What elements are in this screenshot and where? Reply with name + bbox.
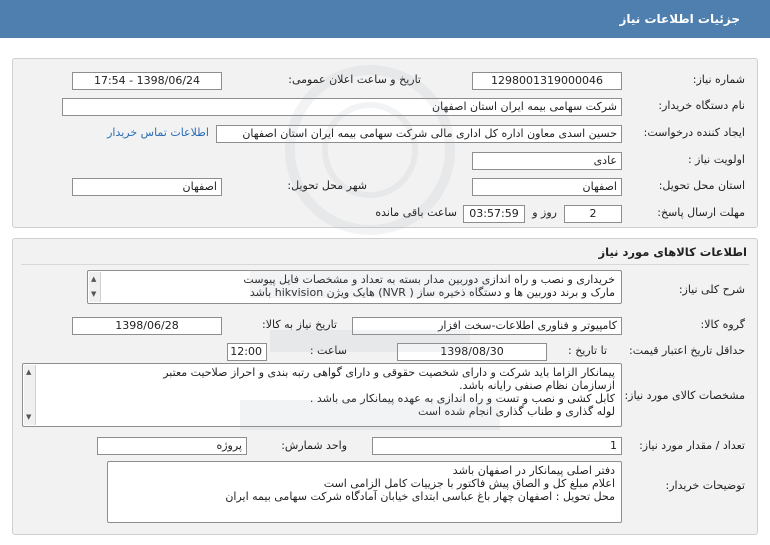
quantity-label: تعداد / مقدار مورد نیاز:	[639, 439, 745, 452]
scroll-up-icon[interactable]: ▲	[26, 368, 32, 376]
goods-section-title: اطلاعات کالاهای مورد نیاز	[598, 245, 747, 259]
summary-label: شرح کلی نیاز:	[678, 283, 745, 296]
days-word-label: روز و	[532, 206, 557, 219]
scroll-down-icon[interactable]: ▼	[91, 290, 97, 298]
deadline-days-field: 2	[564, 205, 622, 223]
need-info-panel	[12, 58, 758, 228]
summary-scrollbar[interactable]	[89, 272, 101, 302]
validity-time-field: 12:00	[227, 343, 267, 361]
announce-datetime-label: تاریخ و ساعت اعلان عمومی:	[288, 73, 421, 86]
goods-group-label: گروه کالا:	[700, 318, 745, 331]
buyer-name-label: نام دستگاه خریدار:	[658, 99, 745, 112]
page-title-bar	[0, 0, 770, 38]
validity-date-field: 1398/08/30	[397, 343, 547, 361]
specs-line: لوله گذاری و طناب گذاری انجام شده است	[417, 405, 615, 418]
delivery-city-field: اصفهان	[72, 178, 222, 196]
notes-line: اعلام مبلغ کل و الصاق پیش فاکتور با جزییات کامل الزامی است	[323, 477, 615, 490]
delivery-city-label: شهر محل تحویل:	[287, 179, 367, 192]
summary-line: خریداری و نصب و راه اندازی دوربین مدار بسته به تعداد و مشخصات فایل پیوست	[243, 273, 615, 286]
price-validity-label: حداقل تاریخ اعتبار قیمت:	[629, 344, 745, 357]
deadline-time-field: 03:57:59	[463, 205, 525, 223]
section-divider	[21, 264, 749, 265]
specs-line: پیمانکار الزاما باید شرکت و دارای شخصیت حقوقی و دارای گواهی رتبه بندی و احراز صلاحیت معتبر	[163, 366, 615, 379]
notes-line: محل تحویل : اصفهان چهار باغ عباسی ابتدای خیابان آمادگاه شرکت سهامی بیمه ایران	[225, 490, 615, 503]
quantity-field: 1	[372, 437, 622, 455]
specs-line: ازسازمان نظام صنفی رایانه باشد.	[459, 379, 615, 392]
goods-info-panel	[12, 238, 758, 535]
summary-textarea[interactable]	[87, 270, 622, 304]
buyer-name-field: شرکت سهامی بیمه ایران استان اصفهان	[62, 98, 622, 116]
scroll-down-icon[interactable]: ▼	[26, 413, 32, 421]
notes-line: دفتر اصلی پیمانکار در اصفهان باشد	[452, 464, 615, 477]
delivery-province-field: اصفهان	[472, 178, 622, 196]
unit-label: واحد شمارش:	[281, 439, 347, 452]
need-number-field: 1298001319000046	[472, 72, 622, 90]
remaining-time-label: ساعت باقی مانده	[375, 206, 457, 219]
buyer-notes-textarea[interactable]	[107, 461, 622, 523]
buyer-contact-link[interactable]: اطلاعات تماس خریدار	[107, 126, 209, 139]
specs-line: کابل کشی و نصب و تست و راه اندازی به عهده پیمانکار می باشد .	[309, 392, 615, 405]
announce-datetime-field: 1398/06/24 - 17:54	[72, 72, 222, 90]
response-deadline-label: مهلت ارسال پاسخ:	[657, 206, 745, 219]
scroll-up-icon[interactable]: ▲	[91, 275, 97, 283]
delivery-province-label: استان محل تحویل:	[658, 179, 745, 192]
specs-scrollbar[interactable]	[24, 365, 36, 425]
need-number-label: شماره نیاز:	[692, 73, 745, 86]
request-creator-field: حسین اسدی معاون اداره کل اداری مالی شرکت سهامی بیمه ایران استان اصفهان	[216, 125, 622, 143]
need-date-label: تاریخ نیاز به کالا:	[262, 318, 337, 331]
unit-field: پروژه	[97, 437, 247, 455]
buyer-notes-label: توضیحات خریدار:	[665, 479, 745, 492]
request-creator-label: ایجاد کننده درخواست:	[643, 126, 745, 139]
specs-label: مشخصات کالای مورد نیاز:	[624, 389, 745, 402]
priority-field: عادی	[472, 152, 622, 170]
specs-textarea[interactable]	[22, 363, 622, 427]
need-date-field: 1398/06/28	[72, 317, 222, 335]
goods-group-field: کامپیوتر و فناوری اطلاعات-سخت افزار	[352, 317, 622, 335]
priority-label: اولویت نیاز :	[687, 153, 745, 166]
validity-to-date-label: تا تاریخ :	[568, 344, 607, 357]
page-title: جزئیات اطلاعات نیاز	[619, 12, 740, 26]
validity-time-label: ساعت :	[309, 344, 347, 357]
summary-line: مارک و برند دوربین ها و دستگاه ذخیره ساز ( NVR) هایک ویژن hikvision باشد	[249, 286, 615, 299]
